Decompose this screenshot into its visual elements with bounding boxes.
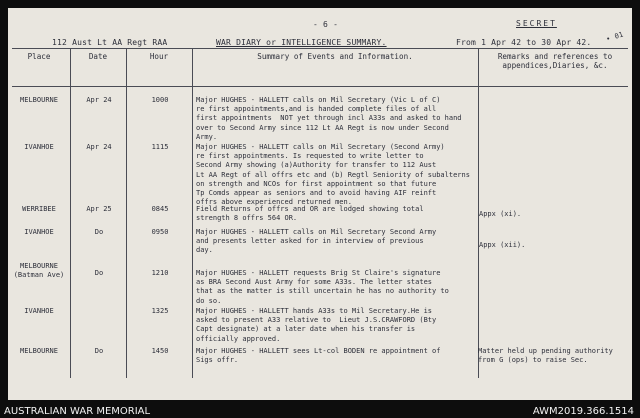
entry-place: IVANHOE (24, 228, 54, 236)
column-divider (192, 48, 193, 378)
entry-hour: 1210 (151, 269, 169, 277)
entry-place: MELBOURNE (Batman Ave) (13, 262, 65, 280)
entry-hour: 0845 (151, 205, 169, 213)
entry-summary: Major HUGHES - HALLETT hands A33s to Mil Secretary.He is asked to present A33 relative to Lieut J.S.CRAWFORD (Bty Capt designate) at a later date when his transfer is officially approved. (196, 307, 437, 343)
entry-date: Do (94, 228, 104, 236)
entry-summary: Major HUGHES - HALLETT sees Lt-col BODEN re appointment of Sigs offr. (196, 347, 441, 365)
page-number: - 6 - (313, 20, 339, 29)
entry-hour: 1325 (151, 307, 169, 315)
entry-date: Apr 25 (86, 205, 112, 213)
classification-stamp: SECRET (516, 19, 557, 28)
entry-summary: Major HUGHES - HALLETT calls on Mil Secretary (Second Army) re first appointments. Is requested to write letter to Second Army showing (a)Authority for transfer to 112 Aust Lt AA Regt of all offrs etc and (b) Regtl Seniority of subalterns on strength and NCOs for first appointment so that future Tp Comds appear as seniors and to avoid having AIF reinft offrs above experienced returned men. (196, 143, 470, 207)
entry-hour: 0950 (151, 228, 169, 236)
entry-place: IVANHOE (24, 143, 54, 151)
entry-hour: 1450 (151, 347, 169, 355)
entry-date: Do (94, 347, 104, 355)
archive-credit: AUSTRALIAN WAR MEMORIAL (4, 406, 151, 417)
header-bottom-rule (12, 86, 628, 87)
document-title: WAR DIARY or INTELLIGENCE SUMMARY. (216, 38, 387, 47)
entry-date: Apr 24 (86, 143, 112, 151)
entry-summary: Major HUGHES - HALLETT calls on Mil Secretary Second Army and presents letter asked for in interview of previous day. (196, 228, 437, 255)
entry-place: WERRIBEE (22, 205, 56, 213)
unit-name: 112 Aust Lt AA Regt RAA (52, 38, 168, 47)
entry-remarks: Matter held up pending authority from G (ops) to raise Sec. (478, 347, 613, 365)
entry-hour: 1115 (151, 143, 169, 151)
column-header-summary: Summary of Events and Information. (257, 52, 413, 61)
entry-summary: Major HUGHES - HALLETT requests Brig St Claire's signature as BRA Second Aust Army for some A33s. The letter states that as the matter is still uncertain he has no authority to do so. (196, 269, 449, 305)
entry-place: IVANHOE (24, 307, 54, 315)
entry-date: Apr 24 (86, 96, 112, 104)
diary-period: From 1 Apr 42 to 30 Apr 42. (456, 38, 592, 47)
column-header-date: Date (88, 52, 108, 61)
accession-number: AWM2019.366.1514 (532, 406, 634, 417)
column-header-hour: Hour (149, 52, 169, 61)
column-header-remarks: Remarks and references to appendices,Diaries, &c. (497, 52, 613, 70)
column-header-place: Place (27, 52, 51, 61)
entry-place: MELBOURNE (20, 96, 58, 104)
entry-hour: 1000 (151, 96, 169, 104)
entry-summary: Major HUGHES - HALLETT calls on Mil Secretary (Vic L of C) re first appointments,and is handed complete files of all first appointments NOT yet through incl A33s and asked to hand over to Second Army since 112 Lt AA Regt is now under Second Army. (196, 96, 462, 141)
column-divider (126, 48, 127, 378)
entry-remarks: Appx (xii). (479, 241, 526, 249)
entry-summary: Field Returns of offrs and OR are lodged showing total strength 8 offrs 564 OR. (196, 205, 424, 223)
table-top-rule (12, 48, 628, 49)
margin-mark: • 01 (605, 30, 625, 44)
diary-sheet (8, 8, 632, 400)
entry-remarks: Appx (xi). (479, 210, 522, 218)
entry-date: Do (94, 269, 104, 277)
entry-place: MELBOURNE (20, 347, 58, 355)
column-divider (70, 48, 71, 378)
